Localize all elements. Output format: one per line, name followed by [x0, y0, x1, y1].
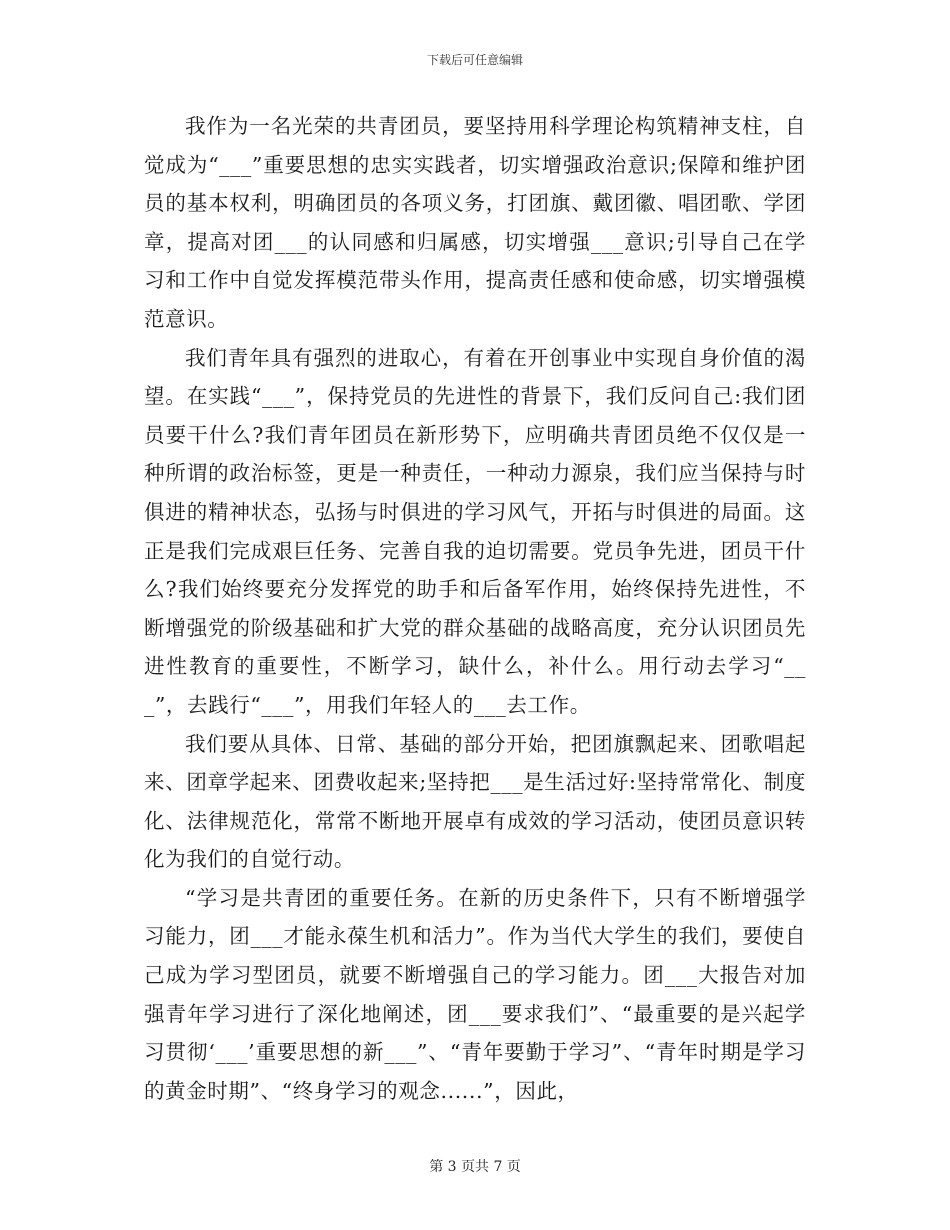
paragraph-4: “学习是共青团的重要任务。在新的历史条件下，只有不断增强学习能力，团___才能永葆生机和活力”。作为当代大学生的我们，要使自己成为学习型团员，就要不断增强自己的学习能力。团___大报告对加强青年学习进行了深化地阐述，团___要求我们”、“最重要的是兴起学习贯彻‘___’重要思想的新___”、“青年要勤于学习”、“青年时期是学习的黄金时期”、“终身学习的观念......”，因此， [144, 885, 806, 1103]
page-header: 下载后可任意编辑 [426, 53, 523, 67]
document-body [144, 107, 806, 1110]
paragraph-2: 我们青年具有强烈的进取心，有着在开创事业中实现自身价值的渴望。在实践“___”，保持党员的先进性的背景下，我们反问自己:我们团员要干什么?我们青年团员在新形势下，应明确共青团员绝不仅仅是一种所谓的政治标签，更是一种责任，一种动力源泉，我们应当保持与时俱进的精神状态，弘扬与时俱进的学习风气，开拓与时俱进的局面。这正是我们完成艰巨任务、完善自我的迫切需要。党员争先进，团员干什么?我们始终要充分发挥党的助手和后备军作用，始终保持先进性，不断增强党的阶级基础和扩大党的群众基础的战略高度，充分认识团员先进性教育的重要性，不断学习，缺什么，补什么。用行动去学习“___”，去践行“___”，用我们年轻人的___去工作。 [144, 345, 806, 717]
paragraph-1: 我作为一名光荣的共青团员，要坚持用科学理论构筑精神支柱，自觉成为“___”重要思想的忠实实践者，切实增强政治意识;保障和维护团员的基本权利，明确团员的各项义务，打团旗、戴团徽、唱团歌、学团章，提高对团___的认同感和归属感，切实增强___意识;引导自己在学习和工作中自觉发挥模范带头作用，提高责任感和使命感，切实增强模范意识。 [144, 114, 806, 331]
paragraph-3: 我们要从具体、日常、基础的部分开始，把团旗飘起来、团歌唱起来、团章学起来、团费收起来;坚持把___是生活过好:坚持常常化、制度化、法律规范化，常常不断地开展卓有成效的学习活动，使团员意识转化为我们的自觉行动。 [144, 731, 806, 872]
page-number-footer: 第 3 页共 7 页 [429, 1159, 521, 1175]
